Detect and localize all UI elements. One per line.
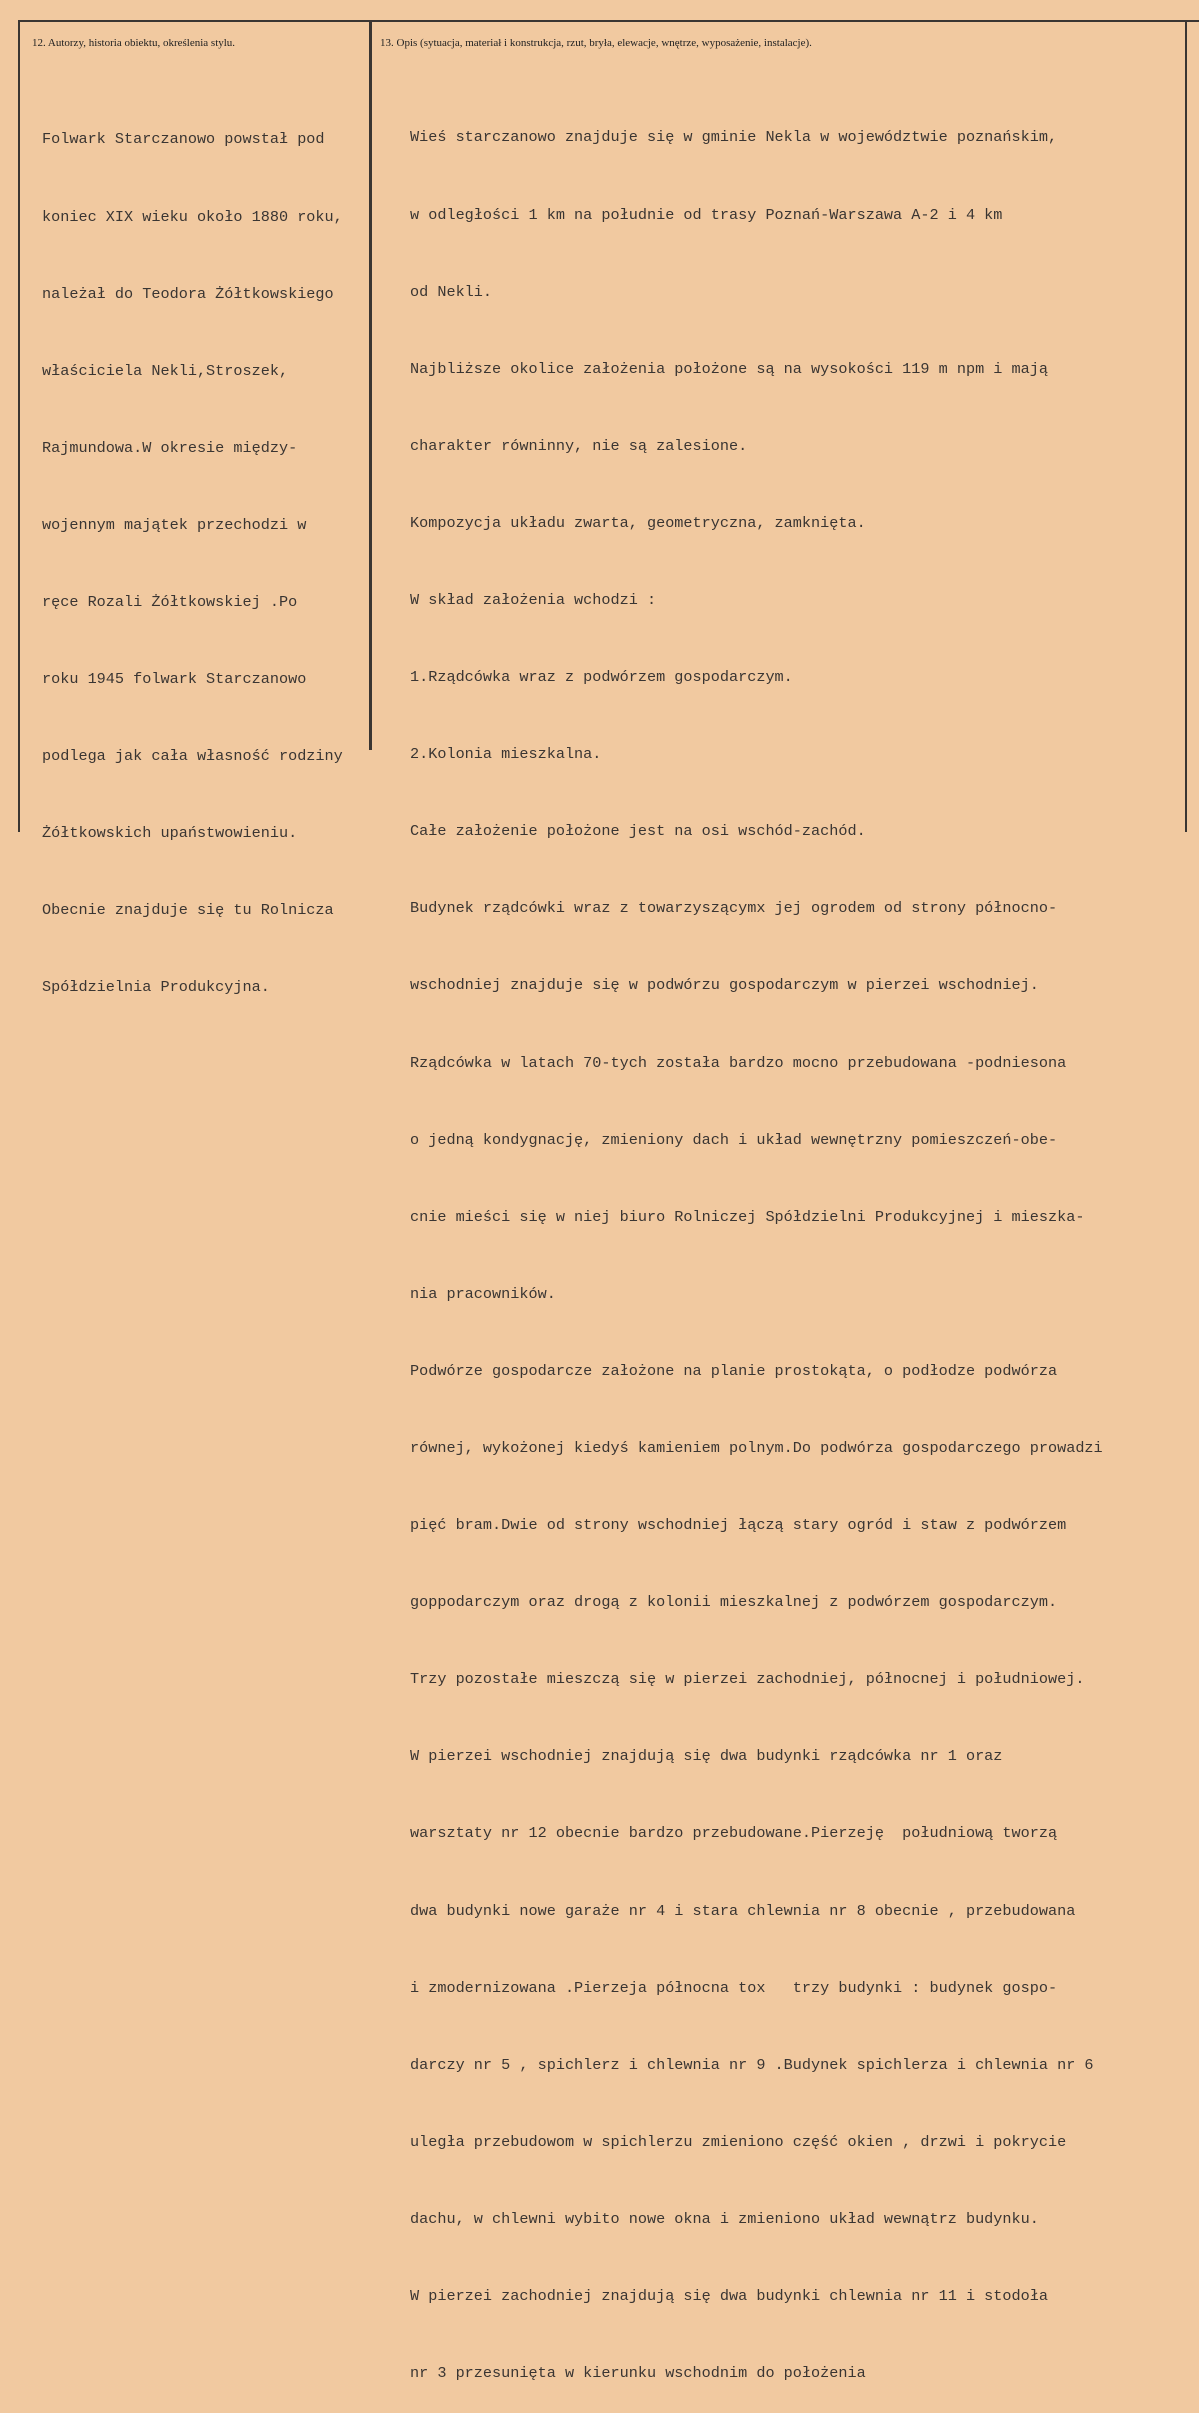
text-line: charakter równinny, nie są zalesione. xyxy=(410,436,748,455)
text-line: Wieś starczanowo znajduje się w gminie Nekla w województwie poznańskim, xyxy=(410,128,1058,147)
text-line: Spółdzielnia Produkcyjna. xyxy=(42,978,270,997)
text-line: od Nekli. xyxy=(410,282,493,301)
text-line: ręce Rozali Żółtkowskiej .Po xyxy=(42,592,298,611)
text-line: Żółtkowskich upaństwowieniu. xyxy=(42,824,298,843)
form-top-border xyxy=(18,20,1199,22)
text-line: Podwórze gospodarcze założone na planie prostokąta, o podłodze podwórza xyxy=(410,1361,1058,1380)
text-line: 2.Kolonia mieszkalna. xyxy=(410,745,602,764)
text-line: dachu, w chlewni wybito nowe okna i zmieniono układ wewnątrz budynku. xyxy=(410,2209,1039,2228)
text-line: cnie mieści się w niej biuro Rolniczej Spółdzielni Produkcyjnej i mieszka- xyxy=(410,1207,1085,1226)
text-line: Całe założenie położone jest na osi wschód-zachód. xyxy=(410,822,866,841)
text-line: Rajmundowa.W okresie między- xyxy=(42,438,298,457)
text-line: Rządcówka w latach 70-tych została bardzo mocno przebudowana -podniesona xyxy=(410,1053,1067,1072)
text-line: dwa budynki nowe garaże nr 4 i stara chlewnia nr 8 obecnie , przebudowana xyxy=(410,1901,1076,1920)
text-line: wojennym majątek przechodzi w xyxy=(42,515,307,534)
text-line: należał do Teodora Żółtkowskiego xyxy=(42,284,334,303)
text-line: o jedną kondygnację, zmieniony dach i układ wewnętrzny pomieszczeń-obe- xyxy=(410,1130,1058,1149)
text-line: goppodarczym oraz drogą z kolonii mieszkalnej z podwórzem gospodarczym. xyxy=(410,1593,1058,1612)
text-line: W skład założenia wchodzi : xyxy=(410,590,657,609)
section-13-heading: 13. Opis (sytuacja, materiał i konstrukcja, rzut, bryła, elewacje, wnętrze, wyposażenie, instalacje). xyxy=(380,37,812,49)
text-line: Trzy pozostałe mieszczą się w pierzei zachodniej, północnej i południowej. xyxy=(410,1670,1085,1689)
text-line: warsztaty nr 12 obecnie bardzo przebudowane.Pierzeję południową tworzą xyxy=(410,1824,1058,1843)
text-line: Kompozycja układu zwarta, geometryczna, zamknięta. xyxy=(410,513,866,532)
text-line: właściciela Nekli,Stroszek, xyxy=(42,361,289,380)
text-line: roku 1945 folwark Starczanowo xyxy=(42,670,307,689)
text-line: i zmodernizowana .Pierzeja północna tox trzy budynki : budynek gospo- xyxy=(410,1978,1058,1997)
text-line: darczy nr 5 , spichlerz i chlewnia nr 9 .Budynek spichlerza i chlewnia nr 6 xyxy=(410,2055,1094,2074)
text-line: koniec XIX wieku około 1880 roku, xyxy=(42,207,343,226)
form-right-border xyxy=(1185,20,1187,832)
description-text xyxy=(410,74,1103,2413)
text-line: W pierzei wschodniej znajdują się dwa budynki rządcówka nr 1 oraz xyxy=(410,1747,1003,1766)
form-left-border xyxy=(18,20,20,832)
text-line: Obecnie znajduje się tu Rolnicza xyxy=(42,901,334,920)
text-line: W pierzei zachodniej znajdują się dwa budynki chlewnia nr 11 i stodoła xyxy=(410,2287,1048,2306)
text-line: podlega jak cała własność rodziny xyxy=(42,747,343,766)
text-line: 1.Rządcówka wraz z podwórzem gospodarczym. xyxy=(410,668,793,687)
text-line: równej, wykożonej kiedyś kamieniem polnym.Do podwórza gospodarczego prowadzi xyxy=(410,1439,1103,1457)
column-divider xyxy=(369,20,372,750)
history-text xyxy=(42,76,343,1027)
text-line: nia pracowników. xyxy=(410,1284,556,1303)
text-line: uległa przebudowom w spichlerzu zmieniono część okien , drzwi i pokrycie xyxy=(410,2132,1067,2151)
text-line: Budynek rządcówki wraz z towarzyszącymx jej ogrodem od strony północno- xyxy=(410,899,1058,918)
text-line: pięć bram.Dwie od strony wschodniej łączą stary ogród i staw z podwórzem xyxy=(410,1516,1067,1535)
text-line: Folwark Starczanowo powstał pod xyxy=(42,130,325,149)
text-line: w odległości 1 km na południe od trasy Poznań-Warszawa A-2 i 4 km xyxy=(410,205,1003,224)
text-line: wschodniej znajduje się w podwórzu gospodarczym w pierzei wschodniej. xyxy=(410,976,1039,995)
text-line: nr 3 przesunięta w kierunku wschodnim do położenia xyxy=(410,2364,866,2383)
section-12-heading: 12. Autorzy, historia obiektu, określenia stylu. xyxy=(32,37,236,49)
text-line: Najbliższe okolice założenia położone są na wysokości 119 m npm i mają xyxy=(410,359,1048,378)
